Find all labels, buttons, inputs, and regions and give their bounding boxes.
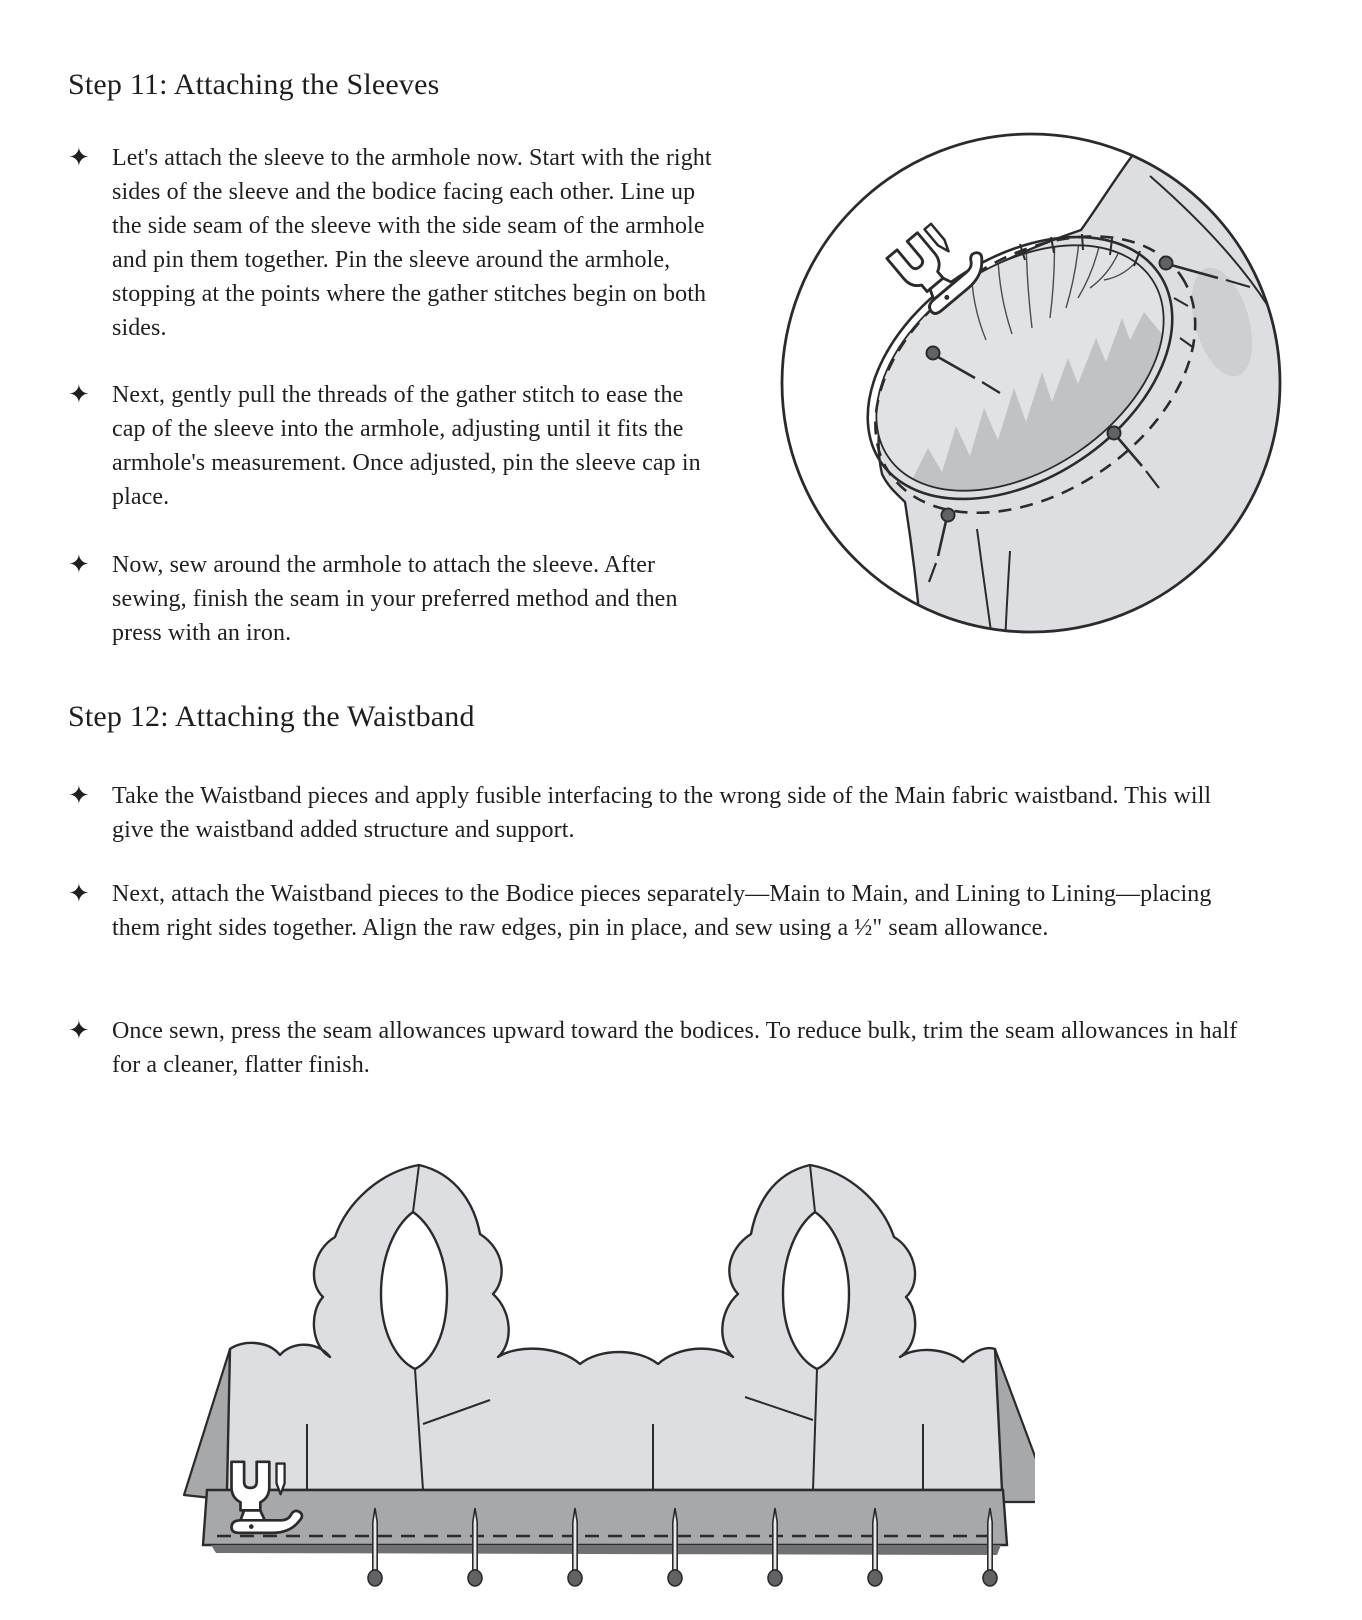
bodice-waistband-illustration <box>175 1122 1035 1620</box>
waistband-shadow-edge <box>211 1545 1001 1555</box>
bullet-star-icon: ✦ <box>68 143 90 172</box>
bullet-text: Once sewn, press the seam allowances upward toward the bodices. To reduce bulk, trim the seam allowances in half for a cleaner, flatter finish. <box>112 1018 1238 1078</box>
step11-bullet-1 <box>68 141 720 345</box>
bullet-star-icon: ✦ <box>68 879 90 908</box>
bullet-star-icon: ✦ <box>68 550 90 579</box>
bullet-star-icon: ✦ <box>68 781 90 810</box>
bullet-text: Take the Waistband pieces and apply fusible interfacing to the wrong side of the Main fabric waistband. This will give the waistband added structure and support. <box>112 783 1212 843</box>
step12-bullet-2 <box>68 877 1258 945</box>
bullet-star-icon: ✦ <box>68 380 90 409</box>
bullet-text: Next, gently pull the threads of the gather stitch to ease the cap of the sleeve into the armhole, adjusting until it fits the armhole's measurement. Once adjusted, pin the sleeve cap in place. <box>112 382 701 510</box>
left-back-flap <box>184 1349 230 1500</box>
bullet-text: Let's attach the sleeve to the armhole now. Start with the right sides of the sleeve and the bodice facing each other. Line up the side seam of the sleeve with the side seam of the armhole and pin them together. Pin the sleeve around the armhole, stopping at the points where the gather stitches begin on both sides. <box>112 145 712 341</box>
step11-title: Step 11: Attaching the Sleeves <box>68 68 440 101</box>
step12-bullet-1 <box>68 779 1258 847</box>
step12-bullet-3 <box>68 1014 1258 1082</box>
bullet-star-icon: ✦ <box>68 1016 90 1045</box>
step12-title: Step 12: Attaching the Waistband <box>68 700 475 733</box>
bullet-text: Now, sew around the armhole to attach the sleeve. After sewing, finish the seam in your preferred method and then press with an iron. <box>112 552 678 646</box>
step11-bullet-2 <box>68 378 720 514</box>
bullet-text: Next, attach the Waistband pieces to the Bodice pieces separately—Main to Main, and Lining to Lining—placing them right sides together. Align the raw edges, pin in place, and sew using a ½" seam allowance. <box>112 881 1212 941</box>
bodice-front <box>227 1165 1002 1490</box>
sleeve-armhole-illustration <box>770 126 1292 648</box>
step11-bullet-3 <box>68 548 720 650</box>
armhole-detail-group <box>819 126 1292 648</box>
